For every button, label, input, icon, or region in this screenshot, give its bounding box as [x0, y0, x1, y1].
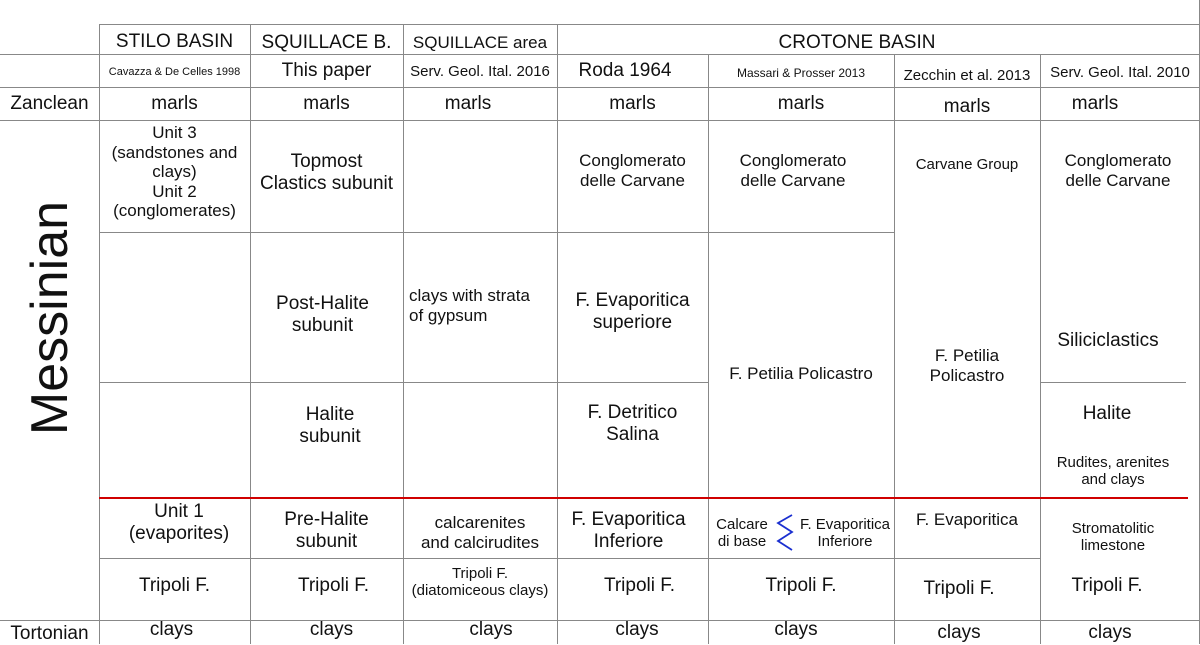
stilo-unit1-desc: (evaporites) — [128, 522, 230, 544]
header-squillace-area: SQUILLACE area — [412, 33, 548, 52]
zanclean-cell: marls — [943, 96, 991, 117]
squillace-area-tripoli-line: (diatomiceous clays) — [411, 582, 549, 600]
squillace-pre-halite — [250, 509, 403, 553]
massari-evaporitica-inferiore — [795, 516, 895, 551]
stilo-unit3-desc: (sandstones and — [111, 142, 238, 162]
squillace-topmost-clastics — [250, 151, 403, 195]
stilo-unit1-title: Unit 1 — [154, 501, 204, 522]
roda-detritico-salina — [557, 402, 708, 446]
grid-line — [708, 54, 709, 644]
squillace-area-calc-line: calcarenites — [434, 513, 526, 532]
serv2010-stromatolitic — [1040, 520, 1186, 555]
zanclean-cell: marls — [444, 93, 492, 114]
tripoli-cell: Tripoli F. — [923, 578, 995, 599]
squillace-post-halite — [250, 293, 395, 337]
tortonian-cell: clays — [937, 622, 981, 643]
tortonian-cell: clays — [149, 619, 194, 640]
grid-line — [0, 87, 1200, 88]
source-massari: Massari & Prosser 2013 — [736, 66, 866, 80]
roda-evap-inf-line: Inferiore — [593, 530, 664, 552]
stilo-unit3-title: Unit 3 — [152, 123, 197, 142]
roda-conglom-line: Conglomerato — [579, 151, 686, 170]
zecchin-petilia-line: Policastro — [929, 365, 1005, 385]
roda-conglomerato — [557, 151, 708, 190]
zanclean-cell: marls — [609, 93, 656, 114]
roda-evaporitica-inferiore — [557, 509, 700, 553]
tripoli-cell: Tripoli F. — [138, 575, 211, 596]
serv2010-stromatolitic-line: Stromatolitic — [1071, 520, 1155, 537]
squillace-area-calc-line: and calcirudites — [420, 532, 540, 552]
massari-calcare-line: Calcare — [716, 516, 768, 533]
stage-tortonian: Tortonian — [10, 623, 89, 644]
tortonian-cell: clays — [774, 619, 818, 640]
squillace-area-clays-gypsum — [409, 286, 557, 325]
squillace-topmost-line: Topmost — [290, 151, 363, 172]
grid-line — [1040, 382, 1186, 383]
massari-petilia-policastro: F. Petilia Policastro — [729, 364, 873, 383]
tripoli-cell: Tripoli F. — [765, 575, 837, 596]
tripoli-cell: Tripoli F. — [297, 575, 370, 596]
stilo-unit-3-2 — [99, 123, 250, 221]
header-squillace-basin: SQUILLACE B. — [261, 32, 392, 53]
squillace-posthalite-line: subunit — [291, 314, 354, 336]
header-stilo-basin: STILO BASIN — [115, 31, 234, 52]
zecchin-evaporitica: F. Evaporitica — [915, 510, 1019, 529]
roda-detritico-line: F. Detritico — [587, 402, 678, 423]
tripoli-cell: Tripoli F. — [603, 575, 676, 596]
squillace-area-clays-line: clays with strata — [409, 286, 530, 305]
source-zecchin: Zecchin et al. 2013 — [903, 67, 1031, 84]
source-roda: Roda 1964 — [578, 60, 672, 81]
grid-line — [99, 24, 1200, 25]
stilo-unit3-desc: clays) — [152, 162, 197, 182]
roda-detritico-line: Salina — [606, 423, 659, 445]
squillace-topmost-line: Clastics subunit — [259, 172, 394, 194]
stilo-unit-1 — [99, 501, 259, 545]
massari-conglom-line: delle Carvane — [740, 170, 846, 190]
zecchin-petilia-policastro — [894, 346, 1040, 385]
source-serv-2016: Serv. Geol. Ital. 2016 — [410, 63, 550, 80]
grid-line — [894, 558, 1040, 559]
tortonian-cell: clays — [469, 619, 513, 640]
squillace-area-calcarenites — [403, 513, 557, 552]
grid-line — [0, 54, 1200, 55]
massari-evap-inf-line: Inferiore — [817, 533, 873, 551]
squillace-prehalite-line: subunit — [295, 530, 358, 552]
squillace-halite-line: subunit — [299, 425, 361, 447]
roda-evap-sup-line: F. Evaporitica — [575, 290, 690, 311]
massari-calcare-di-base — [712, 516, 772, 551]
serv2010-conglom-line: Conglomerato — [1064, 151, 1172, 170]
source-this-paper: This paper — [281, 60, 372, 81]
squillace-area-tripoli — [403, 565, 557, 600]
stilo-unit2-title: Unit 2 — [152, 181, 197, 201]
serv2010-halite: Halite — [1082, 403, 1132, 424]
grid-line — [99, 232, 894, 233]
squillace-prehalite-line: Pre-Halite — [284, 509, 369, 530]
tortonian-cell: clays — [309, 619, 354, 640]
serv2010-stromatolitic-line: limestone — [1080, 537, 1146, 555]
roda-evap-inf-line: F. Evaporitica — [571, 509, 686, 530]
interfingering-zigzag-icon — [774, 513, 796, 553]
header-crotone-basin: CROTONE BASIN — [778, 32, 936, 53]
source-serv-2010: Serv. Geol. Ital. 2010 — [1050, 64, 1190, 81]
roda-conglom-line: delle Carvane — [580, 170, 685, 190]
zecchin-carvane-group: Carvane Group — [915, 156, 1019, 173]
grid-line — [99, 558, 894, 559]
tortonian-cell: clays — [1088, 622, 1132, 643]
roda-evap-sup-line: superiore — [592, 311, 673, 333]
grid-line — [99, 24, 100, 644]
serv2010-rudites-line: Rudites, arenites — [1056, 454, 1170, 471]
serv2010-conglomerato — [1040, 151, 1196, 190]
squillace-area-clays-line: of gypsum — [409, 305, 488, 325]
zanclean-cell: marls — [151, 93, 198, 114]
squillace-posthalite-line: Post-Halite — [276, 293, 369, 314]
zanclean-cell: marls — [303, 93, 350, 114]
source-cavazza: Cavazza & De Celles 1998 — [108, 66, 241, 78]
squillace-halite — [250, 404, 410, 448]
roda-evaporitica-superiore — [557, 290, 708, 334]
zanclean-cell: marls — [1071, 93, 1119, 114]
massari-conglomerato — [708, 151, 878, 190]
zecchin-petilia-line: F. Petilia — [934, 346, 1000, 365]
massari-calcare-line: di base — [717, 533, 767, 551]
serv2010-rudites-line: and clays — [1081, 471, 1145, 489]
zanclean-cell: marls — [777, 93, 825, 114]
stage-zanclean: Zanclean — [10, 93, 89, 114]
tripoli-cell: Tripoli F. — [1071, 575, 1143, 596]
stage-messinian: Messinian — [21, 200, 79, 436]
tortonian-cell: clays — [615, 619, 659, 640]
messinian-salinity-boundary-line — [99, 497, 1188, 499]
serv2010-siliciclastics: Siliciclastics — [1057, 330, 1159, 351]
massari-conglom-line: Conglomerato — [739, 151, 847, 170]
squillace-halite-line: Halite — [305, 404, 355, 425]
stilo-unit2-desc: (conglomerates) — [113, 201, 236, 221]
grid-line — [0, 120, 1200, 121]
massari-evap-inf-line: F. Evaporitica — [799, 516, 891, 533]
serv2010-conglom-line: delle Carvane — [1065, 170, 1171, 190]
serv2010-rudites — [1040, 454, 1186, 489]
squillace-area-tripoli-line: Tripoli F. — [451, 565, 509, 582]
